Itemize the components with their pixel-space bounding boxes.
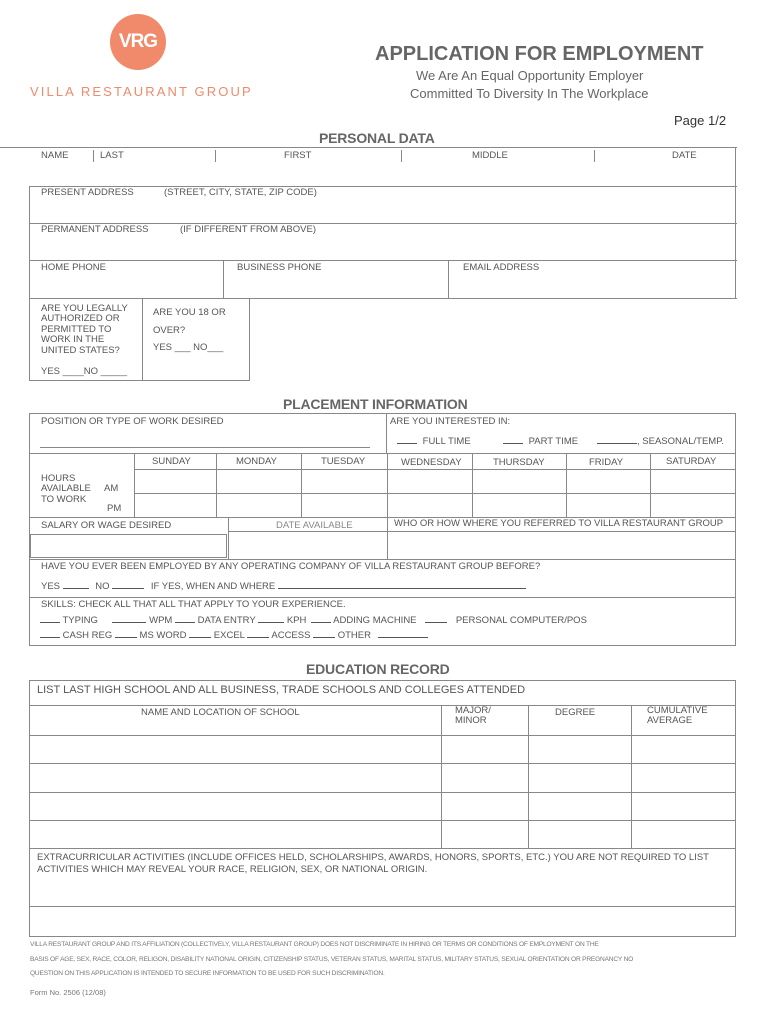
- divider: [40, 447, 370, 448]
- divider: [216, 453, 217, 517]
- salary-label: SALARY OR WAGE DESIRED: [41, 520, 172, 531]
- divider: [29, 298, 737, 299]
- middle-name-label: MIDDLE: [472, 150, 508, 161]
- day-tuesday: TUESDAY: [321, 456, 366, 467]
- col-school: NAME AND LOCATION OF SCHOOL: [141, 707, 300, 718]
- extracurricular-label: EXTRACURRICULAR ACTIVITIES (INCLUDE OFFICES HELD, SCHOLARSHIPS, AWARDS, HONORS, SPORTS, ETC.) YOU ARE NOT REQUIRED TO LIST ACTIVITIES WHICH MAY REVEAL YOUR RACE, RELIGION, SEX, OR NATIONAL ORIGIN.: [37, 852, 709, 875]
- access-blank: [247, 630, 269, 638]
- name-field[interactable]: [30, 163, 736, 185]
- date-label: DATE: [672, 150, 697, 161]
- disclaimer-line-1: VILLA RESTAURANT GROUP AND ITS AFFILIATION (COLLECTIVELY, VILLA RESTAURANT GROUP) DOES NOT DISCRIMINATE IN HIRING OR TERMS OR CONDITIONS OF EMPLOYMENT ON THE: [30, 941, 599, 948]
- divider: [134, 469, 736, 470]
- personal-data-title: PERSONAL DATA: [319, 130, 435, 146]
- seasonal-option[interactable]: [597, 436, 724, 447]
- home-phone-label: HOME PHONE: [41, 262, 106, 273]
- referred-label: WHO OR HOW WHERE YOU REFERRED TO VILLA RESTAURANT GROUP: [394, 518, 724, 529]
- position-field[interactable]: [40, 430, 370, 447]
- day-monday: MONDAY: [236, 456, 277, 467]
- col-major: MAJOR/ MINOR: [455, 705, 491, 727]
- part-time-option[interactable]: [503, 436, 578, 447]
- divider: [594, 150, 595, 162]
- present-address-label: PRESENT ADDRESS: [41, 187, 134, 198]
- date-available-field[interactable]: [229, 533, 386, 558]
- work-authorization-answer[interactable]: YES ____NO _____: [41, 366, 128, 377]
- divider: [142, 298, 143, 380]
- data-entry-blank: [175, 615, 195, 623]
- email-field[interactable]: [449, 276, 734, 296]
- divider: [93, 150, 94, 162]
- page-title: APPLICATION FOR EMPLOYMENT: [375, 43, 704, 65]
- divider: [134, 493, 736, 494]
- divider: [566, 453, 567, 517]
- last-name-label: LAST: [100, 150, 124, 161]
- kph-blank: [258, 615, 284, 623]
- part-time-blank: [503, 436, 523, 444]
- first-name-label: FIRST: [284, 150, 312, 161]
- divider: [472, 453, 473, 517]
- personal-computer-blank: [425, 615, 447, 623]
- school-row-1[interactable]: [30, 736, 735, 762]
- divider: [134, 453, 135, 517]
- present-address-hint: (STREET, CITY, STATE, ZIP CODE): [164, 187, 317, 198]
- skills-row-2[interactable]: [40, 630, 428, 641]
- seasonal-blank: [597, 436, 637, 444]
- disclaimer-line-3: QUESTION ON THIS APPLICATION IS INTENDED TO SECURE INFORMATION TO BE USED FOR SUCH DISCRIMINATION.: [30, 970, 385, 977]
- full-time-blank: [397, 436, 417, 444]
- permanent-address-field[interactable]: [30, 237, 736, 259]
- hours-available-label: HOURS AVAILABLE TO WORK: [41, 473, 91, 505]
- education-title: EDUCATION RECORD: [306, 661, 450, 677]
- skill-adding-machine: ADDING MACHINE: [333, 615, 417, 626]
- divider: [249, 298, 250, 380]
- position-label: POSITION OR TYPE OF WORK DESIRED: [41, 416, 224, 427]
- skill-wpm: WPM: [149, 615, 173, 626]
- full-time-label: FULL TIME: [422, 436, 471, 447]
- divider: [29, 848, 736, 849]
- seasonal-comma: ,: [637, 436, 643, 447]
- age-answer[interactable]: YES ___ NO___: [153, 342, 224, 353]
- work-authorization-question: ARE YOU LEGALLY AUTHORIZED OR PERMITTED TO WORK IN THE UNITED STATES?: [41, 303, 128, 356]
- pm-label: PM: [107, 503, 122, 514]
- disclaimer-line-2: BASIS OF AGE, SEX, RACE, COLOR, RELIGON, DISABILITY NATIONAL ORIGIN, CITIZENSHIP STATUS, VETERAN STATUS, MARITAL STATUS, MILITARY STATUS, SEXUAL ORIENTATION OR PREGNANCY NO: [30, 956, 634, 963]
- page-number: Page 1/2: [674, 113, 727, 128]
- col-average: CUMULATIVE AVERAGE: [647, 705, 708, 727]
- typing-blank: [40, 615, 60, 623]
- employed-before-answers[interactable]: [41, 581, 526, 592]
- employed-before-question: HAVE YOU EVER BEEN EMPLOYED BY ANY OPERATING COMPANY OF VILLA RESTAURANT GROUP BEFORE?: [41, 561, 541, 572]
- employed-yes-blank: [63, 581, 89, 589]
- divider: [29, 380, 250, 381]
- placement-info-title: PLACEMENT INFORMATION: [283, 396, 468, 412]
- skill-excel: EXCEL: [213, 630, 245, 641]
- skill-access: ACCESS: [271, 630, 311, 641]
- skills-row-1[interactable]: [40, 615, 587, 626]
- seasonal-label: SEASONAL/TEMP.: [642, 436, 724, 447]
- am-label: AM: [104, 483, 119, 494]
- age-question-line2: OVER?: [153, 325, 186, 336]
- divider: [401, 150, 402, 162]
- skill-other: OTHER: [337, 630, 371, 641]
- skill-cash-reg: CASH REG: [62, 630, 113, 641]
- divider: [215, 150, 216, 162]
- form-number: Form No. 2506 (12/08): [30, 988, 106, 997]
- home-phone-field[interactable]: [30, 276, 222, 296]
- email-label: EMAIL ADDRESS: [463, 262, 540, 273]
- divider: [29, 559, 736, 560]
- adding-machine-blank: [311, 615, 331, 623]
- day-friday: FRIDAY: [589, 457, 624, 468]
- day-sunday: SUNDAY: [152, 456, 191, 467]
- divider: [301, 453, 302, 517]
- school-row-4[interactable]: [30, 821, 735, 847]
- wpm-blank: [112, 615, 146, 623]
- brand-name: VILLA RESTAURANT GROUP: [30, 84, 253, 99]
- business-phone-field[interactable]: [224, 276, 447, 296]
- subtitle-diversity: Committed To Diversity In The Workplace: [410, 86, 649, 101]
- vrg-logo: [110, 14, 166, 70]
- interested-label: ARE YOU INTERESTED IN:: [390, 416, 511, 427]
- present-address-field[interactable]: [30, 200, 736, 222]
- full-time-option[interactable]: [397, 436, 471, 447]
- part-time-label: PART TIME: [528, 436, 579, 447]
- subtitle-eoe: We Are An Equal Opportunity Employer: [416, 68, 644, 83]
- employed-when-blank: [278, 581, 526, 589]
- divider: [735, 147, 736, 187]
- divider: [29, 260, 737, 261]
- employed-yes-label: YES: [41, 581, 61, 592]
- date-available-label: DATE AVAILABLE: [276, 520, 353, 531]
- referred-field[interactable]: [388, 533, 735, 558]
- school-row-2[interactable]: [30, 764, 735, 791]
- extracurricular-field[interactable]: [30, 878, 735, 905]
- divider: [29, 186, 737, 187]
- cash-reg-blank: [40, 630, 60, 638]
- permanent-address-hint: (IF DIFFERENT FROM ABOVE): [180, 224, 316, 235]
- divider: [650, 453, 651, 517]
- divider: [229, 531, 736, 532]
- excel-blank: [189, 630, 211, 638]
- permanent-address-label: PERMANENT ADDRESS: [41, 224, 149, 235]
- name-label: NAME: [41, 150, 69, 161]
- salary-field[interactable]: [30, 534, 227, 558]
- logo-text: VRG: [118, 31, 158, 52]
- skill-personal-computer: PERSONAL COMPUTER/POS: [455, 615, 587, 626]
- skill-data-entry: DATA ENTRY: [197, 615, 256, 626]
- business-phone-label: BUSINESS PHONE: [237, 262, 322, 273]
- other-blank: [313, 630, 335, 638]
- divider: [387, 453, 388, 517]
- divider: [0, 147, 737, 148]
- skills-label: SKILLS: CHECK ALL THAT ALL THAT APPLY TO YOUR EXPERIENCE.: [41, 599, 346, 610]
- day-thursday: THURSDAY: [493, 457, 545, 468]
- age-question-line1: ARE YOU 18 OR: [153, 307, 226, 318]
- employed-no-label: NO: [95, 581, 110, 592]
- day-saturday: SATURDAY: [666, 456, 717, 467]
- divider: [29, 453, 736, 454]
- skill-typing: TYPING: [62, 615, 98, 626]
- day-wednesday: WEDNESDAY: [401, 457, 462, 468]
- divider: [29, 906, 736, 907]
- employed-when-label: IF YES, WHEN AND WHERE: [150, 581, 276, 592]
- school-row-3[interactable]: [30, 793, 735, 819]
- employed-no-blank: [112, 581, 144, 589]
- col-degree: DEGREE: [555, 707, 596, 718]
- skill-ms-word: MS WORD: [139, 630, 187, 641]
- other-specify-blank: [378, 630, 428, 638]
- divider: [29, 597, 736, 598]
- ms-word-blank: [115, 630, 137, 638]
- divider: [29, 705, 736, 706]
- education-instruction: LIST LAST HIGH SCHOOL AND ALL BUSINESS, TRADE SCHOOLS AND COLLEGES ATTENDED: [37, 684, 526, 696]
- divider: [735, 186, 736, 298]
- skill-kph: KPH: [286, 615, 307, 626]
- divider: [386, 413, 387, 453]
